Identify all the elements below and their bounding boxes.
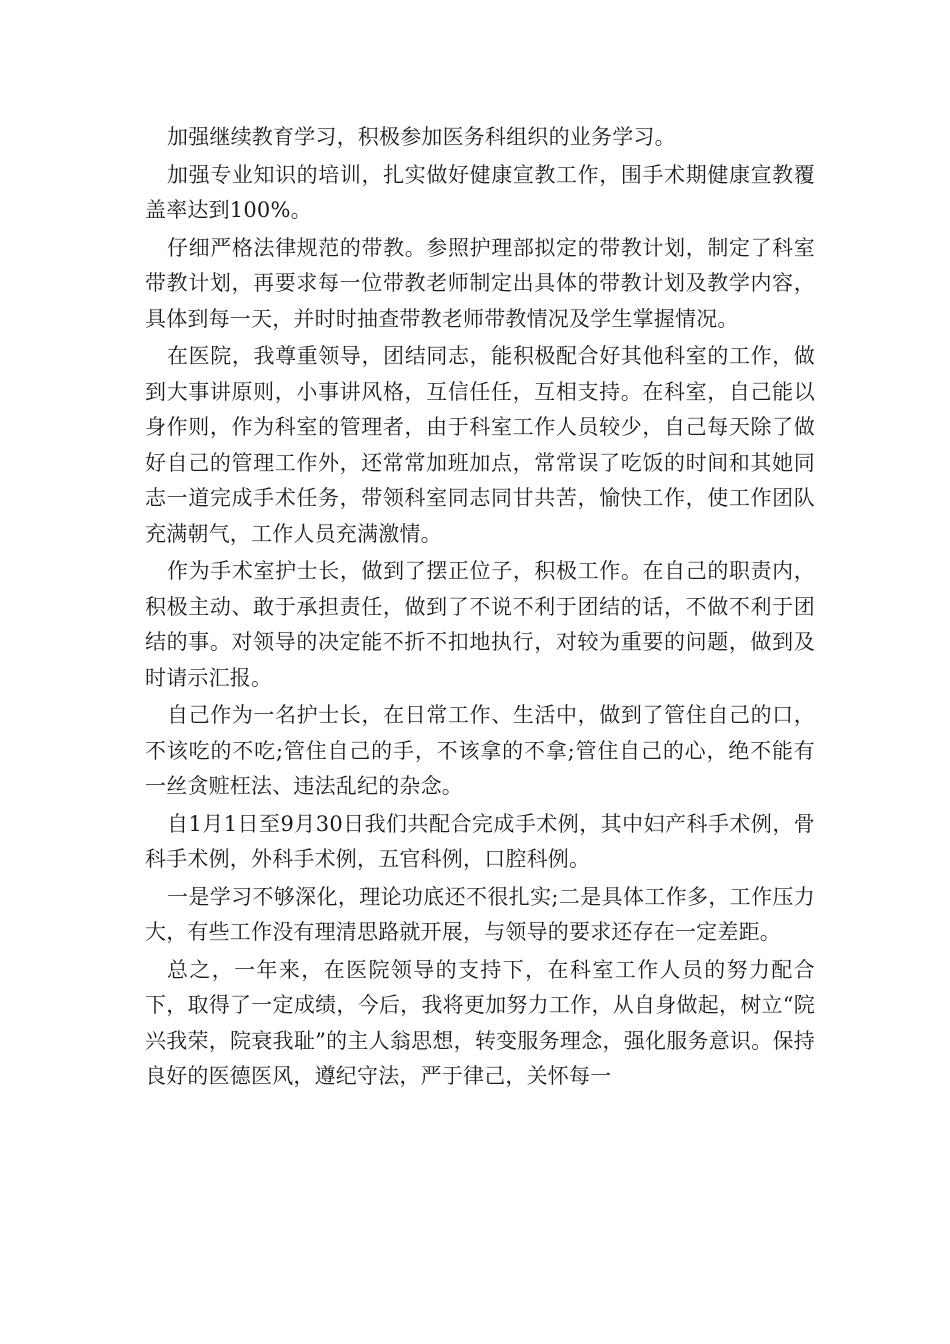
paragraph-shortcomings: 一是学习不够深化，理论功底还不很扎实;二是具体工作多，工作压力大，有些工作没有理清思路就开展，与领导的要求还存在一定差距。 [145,884,815,944]
paragraph-teamwork: 在医院，我尊重领导，团结同志，能积极配合好其他科室的工作，做到大事讲原则，小事讲风格，互信任任，互相支持。在科室，自己能以身作则，作为科室的管理者，由于科室工作人员较少，自己每天除了做好自己的管理工作外，还常常加班加点，常常误了吃饭的时间和其她同志一道完成手术任务，带领科室同志同甘共苦，愉快工作，使工作团队充满朝气，工作人员充满激情。 [145,344,815,546]
paragraph-head-nurse-duties: 作为手术室护士长，做到了摆正位子，积极工作。在自己的职责内，积极主动、敢于承担责任，做到了不说不利于团结的话，不做不利于团结的事。对领导的决定能不折不扣地执行，对较为重要的问题，做到及时请示汇报。 [145,559,815,690]
paragraph-continuing-education: 加强继续教育学习，积极参加医务科组织的业务学习。 [167,125,676,149]
paragraph-conclusion: 总之，一年来，在医院领导的支持下，在科室工作人员的努力配合下，取得了一定成绩，今后，我将更加努力工作，从自身做起，树立“院兴我荣，院衰我耻”的主人翁思想，转变服务理念，强化服务意识。保持良好的医德医风，遵纪守法，严于律己，关怀每一 [145,957,815,1088]
paragraph-surgery-statistics: 自1月1日至9月30日我们共配合完成手术例，其中妇产科手术例，骨科手术例，外科手术例，五官科例，口腔科例。 [145,811,815,871]
paragraph-health-education: 加强专业知识的培训，扎实做好健康宣教工作，围手术期健康宣教覆盖率达到100%。 [145,162,815,222]
paragraph-teaching-plan: 仔细严格法律规范的带教。参照护理部拟定的带教计划，制定了科室带教计划，再要求每一位带教老师制定出具体的带教计划及教学内容，具体到每一天，并时时抽查带教老师带教情况及学生掌握情况。 [145,235,815,331]
document-body [145,120,815,1097]
paragraph-self-discipline: 自己作为一名护士长，在日常工作、生活中，做到了管住自己的口，不该吃的不吃;管住自己的手，不该拿的不拿;管住自己的心，绝不能有一丝贪赃枉法、违法乱纪的杂念。 [145,703,815,798]
